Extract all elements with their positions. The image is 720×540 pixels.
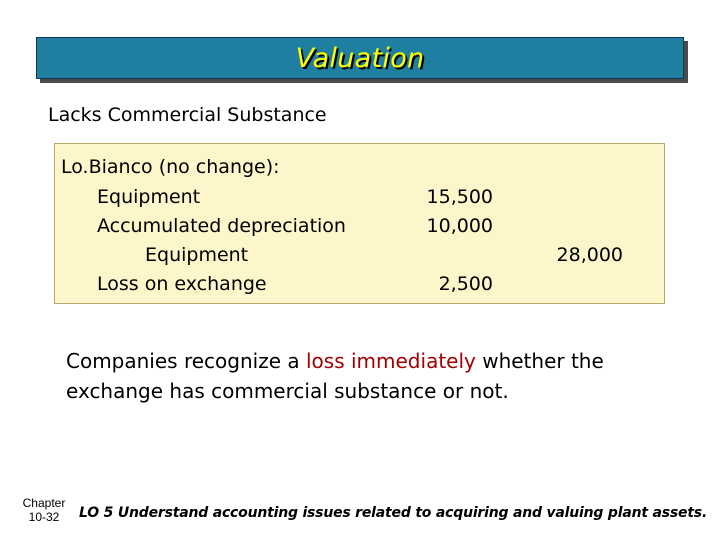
journal-debit: 2,500 xyxy=(438,273,493,295)
note-text: whether the exchange has commercial substance or not. xyxy=(66,349,604,403)
journal-credit: 28,000 xyxy=(556,244,623,266)
page-number: 10-32 xyxy=(28,510,60,524)
journal-account: Accumulated depreciation xyxy=(97,215,346,237)
journal-debit: 10,000 xyxy=(426,215,493,237)
journal-account: Loss on exchange xyxy=(97,273,267,295)
chapter-word: Chapter xyxy=(22,496,66,510)
journal-account: Equipment xyxy=(145,244,249,266)
journal-entry-box xyxy=(54,143,665,304)
journal-debit: 15,500 xyxy=(426,186,493,208)
title-bar xyxy=(36,37,684,79)
learning-objective: LO 5 Understand accounting issues related to acquiring and valuing plant assets. xyxy=(79,505,708,521)
highlight-loss: loss xyxy=(305,349,345,373)
note-text: Companies recognize a xyxy=(66,349,306,373)
chapter-label xyxy=(18,496,70,524)
slide-title: Valuation xyxy=(295,42,425,74)
journal-account: Equipment xyxy=(97,186,201,208)
explanation-note xyxy=(66,346,666,406)
highlight-immediately: immediately xyxy=(350,349,476,373)
journal-heading: Lo.Bianco (no change): xyxy=(61,156,280,178)
slide-subtitle: Lacks Commercial Substance xyxy=(48,104,327,126)
